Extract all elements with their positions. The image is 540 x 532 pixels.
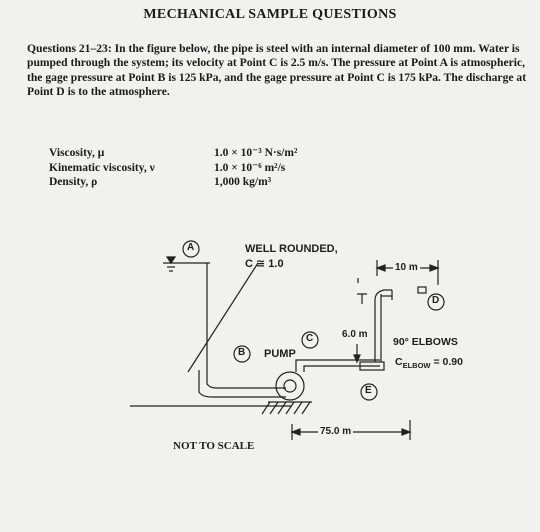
point-d-label: D bbox=[432, 295, 440, 306]
property-value: 1.0 × 10⁻⁶ m²/s bbox=[214, 161, 286, 174]
pump-label: PUMP bbox=[264, 348, 296, 360]
property-name: Viscosity, μ bbox=[49, 147, 105, 159]
property-name: Kinematic viscosity, ν bbox=[49, 161, 155, 174]
property-name: Density, ρ bbox=[49, 176, 98, 188]
dimension-6m: 6.0 m bbox=[342, 329, 368, 340]
point-a-label: A bbox=[187, 242, 195, 253]
point-b-label: B bbox=[238, 347, 246, 358]
base-hatching bbox=[262, 402, 310, 414]
elbow-coefficient bbox=[395, 356, 463, 368]
scale-note: NOT TO SCALE bbox=[173, 440, 255, 452]
elbow-value: = 0.90 bbox=[433, 356, 463, 368]
inlet-pipe bbox=[207, 370, 286, 388]
dimension-10m: 10 m bbox=[395, 262, 418, 273]
question-number: Questions 21–23: bbox=[27, 42, 112, 55]
point-c-label: C bbox=[306, 333, 314, 344]
elbows-label: 90° ELBOWS bbox=[393, 336, 458, 348]
dimension-75m: 75.0 m bbox=[320, 426, 352, 437]
pump-casing bbox=[276, 372, 304, 400]
page-title: MECHANICAL SAMPLE QUESTIONS bbox=[143, 7, 397, 22]
point-e-label: E bbox=[365, 385, 372, 396]
c-symbol: C bbox=[395, 356, 403, 368]
property-value: 1.0 × 10⁻³ N·s/m² bbox=[214, 147, 298, 159]
property-value: 1,000 kg/m³ bbox=[214, 176, 272, 188]
question-body: In the figure below, the pipe is steel with an internal diameter of 100 mm. Water is pumped through the system; its velocity at Point C is 2.5 m/s. The pressure at Point A is atmospheric, the gage pressure at Point B is 125 kPa, and the gage pressure at Point C is 175 kPa. The discharge at Point D is to the atmosphere. bbox=[27, 42, 527, 98]
reservoir-slope bbox=[188, 263, 258, 372]
inlet-label-line1: WELL ROUNDED, bbox=[245, 243, 338, 255]
inlet-label-line2: C ≅ 1.0 bbox=[245, 258, 284, 270]
water-level-triangle bbox=[167, 257, 175, 263]
top-elbow bbox=[375, 290, 392, 300]
elbow-subscript: ELBOW bbox=[402, 361, 431, 370]
